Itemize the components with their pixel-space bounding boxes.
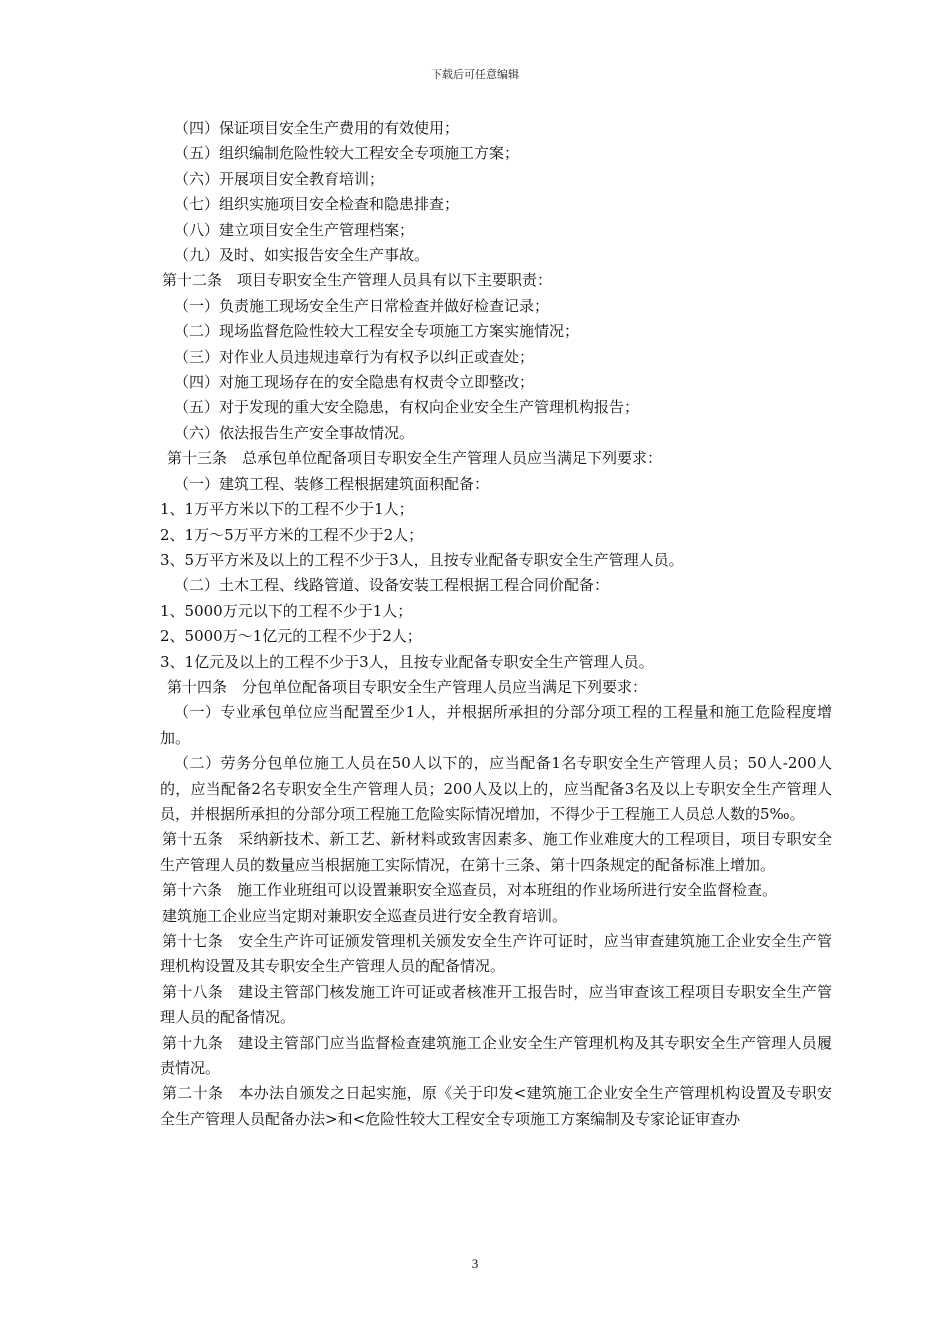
paragraph: 第十九条 建设主管部门应当监督检查建筑施工企业安全生产管理机构及其专职安全生产管理人员履责情况。 xyxy=(160,1033,832,1078)
list-item: 3、1亿元及以上的工程不少于3人，且按专业配备专职安全生产管理人员。 xyxy=(160,652,654,671)
list-item: （六）依法报告生产安全事故情况。 xyxy=(174,423,415,442)
list-item: 1、1万平方米以下的工程不少于1人； xyxy=(160,500,414,519)
list-item: （九）及时、如实报告安全生产事故。 xyxy=(174,246,430,265)
list-item: 1、5000万元以下的工程不少于1人； xyxy=(160,601,413,620)
page-header: 下载后可任意编辑 xyxy=(431,68,519,81)
list-item: （一）建筑工程、装修工程根据建筑面积配备： xyxy=(174,474,490,493)
list-item: （八）建立项目安全生产管理档案； xyxy=(174,220,415,239)
paragraph: 第十八条 建设主管部门核发施工许可证或者核准开工报告时，应当审查该工程项目专职安全生产管理人员的配备情况。 xyxy=(160,982,832,1027)
article-heading: 第十三条 总承包单位配备项目专职安全生产管理人员应当满足下列要求： xyxy=(167,449,663,468)
list-item: （三）对作业人员违规违章行为有权予以纠正或查处； xyxy=(174,347,535,366)
list-item: （一）负责施工现场安全生产日常检查并做好检查记录； xyxy=(174,296,550,315)
list-item: 3、5万平方米及以上的工程不少于3人，且按专业配备专职安全生产管理人员。 xyxy=(160,550,684,569)
article-heading: 第十二条 项目专职安全生产管理人员具有以下主要职责： xyxy=(162,271,553,290)
list-item: （六）开展项目安全教育培训； xyxy=(174,169,385,188)
list-item: 2、5000万～1亿元的工程不少于2人； xyxy=(160,627,422,646)
list-item: （五）组织编制危险性较大工程安全专项施工方案； xyxy=(174,144,520,163)
article-heading: 第十四条 分包单位配备项目专职安全生产管理人员应当满足下列要求： xyxy=(167,677,648,696)
list-item: （五）对于发现的重大安全隐患，有权向企业安全生产管理机构报告； xyxy=(174,398,640,417)
paragraph: 第十六条 施工作业班组可以设置兼职安全巡查员，对本班组的作业场所进行安全监督检查。 xyxy=(162,881,778,900)
list-item: 2、1万～5万平方米的工程不少于2人； xyxy=(160,525,424,544)
list-item: （四）对施工现场存在的安全隐患有权责令立即整改； xyxy=(174,373,535,392)
paragraph: 建筑施工企业应当定期对兼职安全巡查员进行安全教育培训。 xyxy=(162,906,568,925)
paragraph: （一）专业承包单位应当配置至少1人，并根据所承担的分部分项工程的工程量和施工危险程度增加。 xyxy=(160,703,832,747)
list-item: （二）现场监督危险性较大工程安全专项施工方案实施情况； xyxy=(174,322,580,341)
list-item: （七）组织实施项目安全检查和隐患排查； xyxy=(174,195,460,214)
list-item: （二）土木工程、线路管道、设备安装工程根据工程合同价配备： xyxy=(174,576,610,595)
paragraph: 第二十条 本办法自颁发之日起实施，原《关于印发<建筑施工企业安全生产管理机构设置及专职安全生产管理人员配备办法>和<危险性较大工程安全专项施工方案编制及专家论证审查办 xyxy=(160,1084,832,1128)
paragraph: 第十七条 安全生产许可证颁发管理机关颁发安全生产许可证时，应当审查建筑施工企业安全生产管理机构设置及其专职安全生产管理人员的配备情况。 xyxy=(160,932,832,976)
list-item: （四）保证项目安全生产费用的有效使用； xyxy=(174,119,460,137)
page-number: 3 xyxy=(471,1256,479,1271)
paragraph: 第十五条 采纳新技术、新工艺、新材料或致害因素多、施工作业难度大的工程项目，项目专职安全生产管理人员的数量应当根据施工实际情况，在第十三条、第十四条规定的配备标准上增加。 xyxy=(160,830,832,874)
paragraph: （二）劳务分包单位施工人员在50人以下的，应当配备1名专职安全生产管理人员；50人-200人的，应当配备2名专职安全生产管理人员；200人及以上的，应当配备3名及以上专职安全生产管理人员，并根据所承担的分部分项工程施工危险实际情况增加，不得少于工程施工人员总人数的5‰。 xyxy=(160,754,832,823)
document-body xyxy=(160,116,832,1132)
